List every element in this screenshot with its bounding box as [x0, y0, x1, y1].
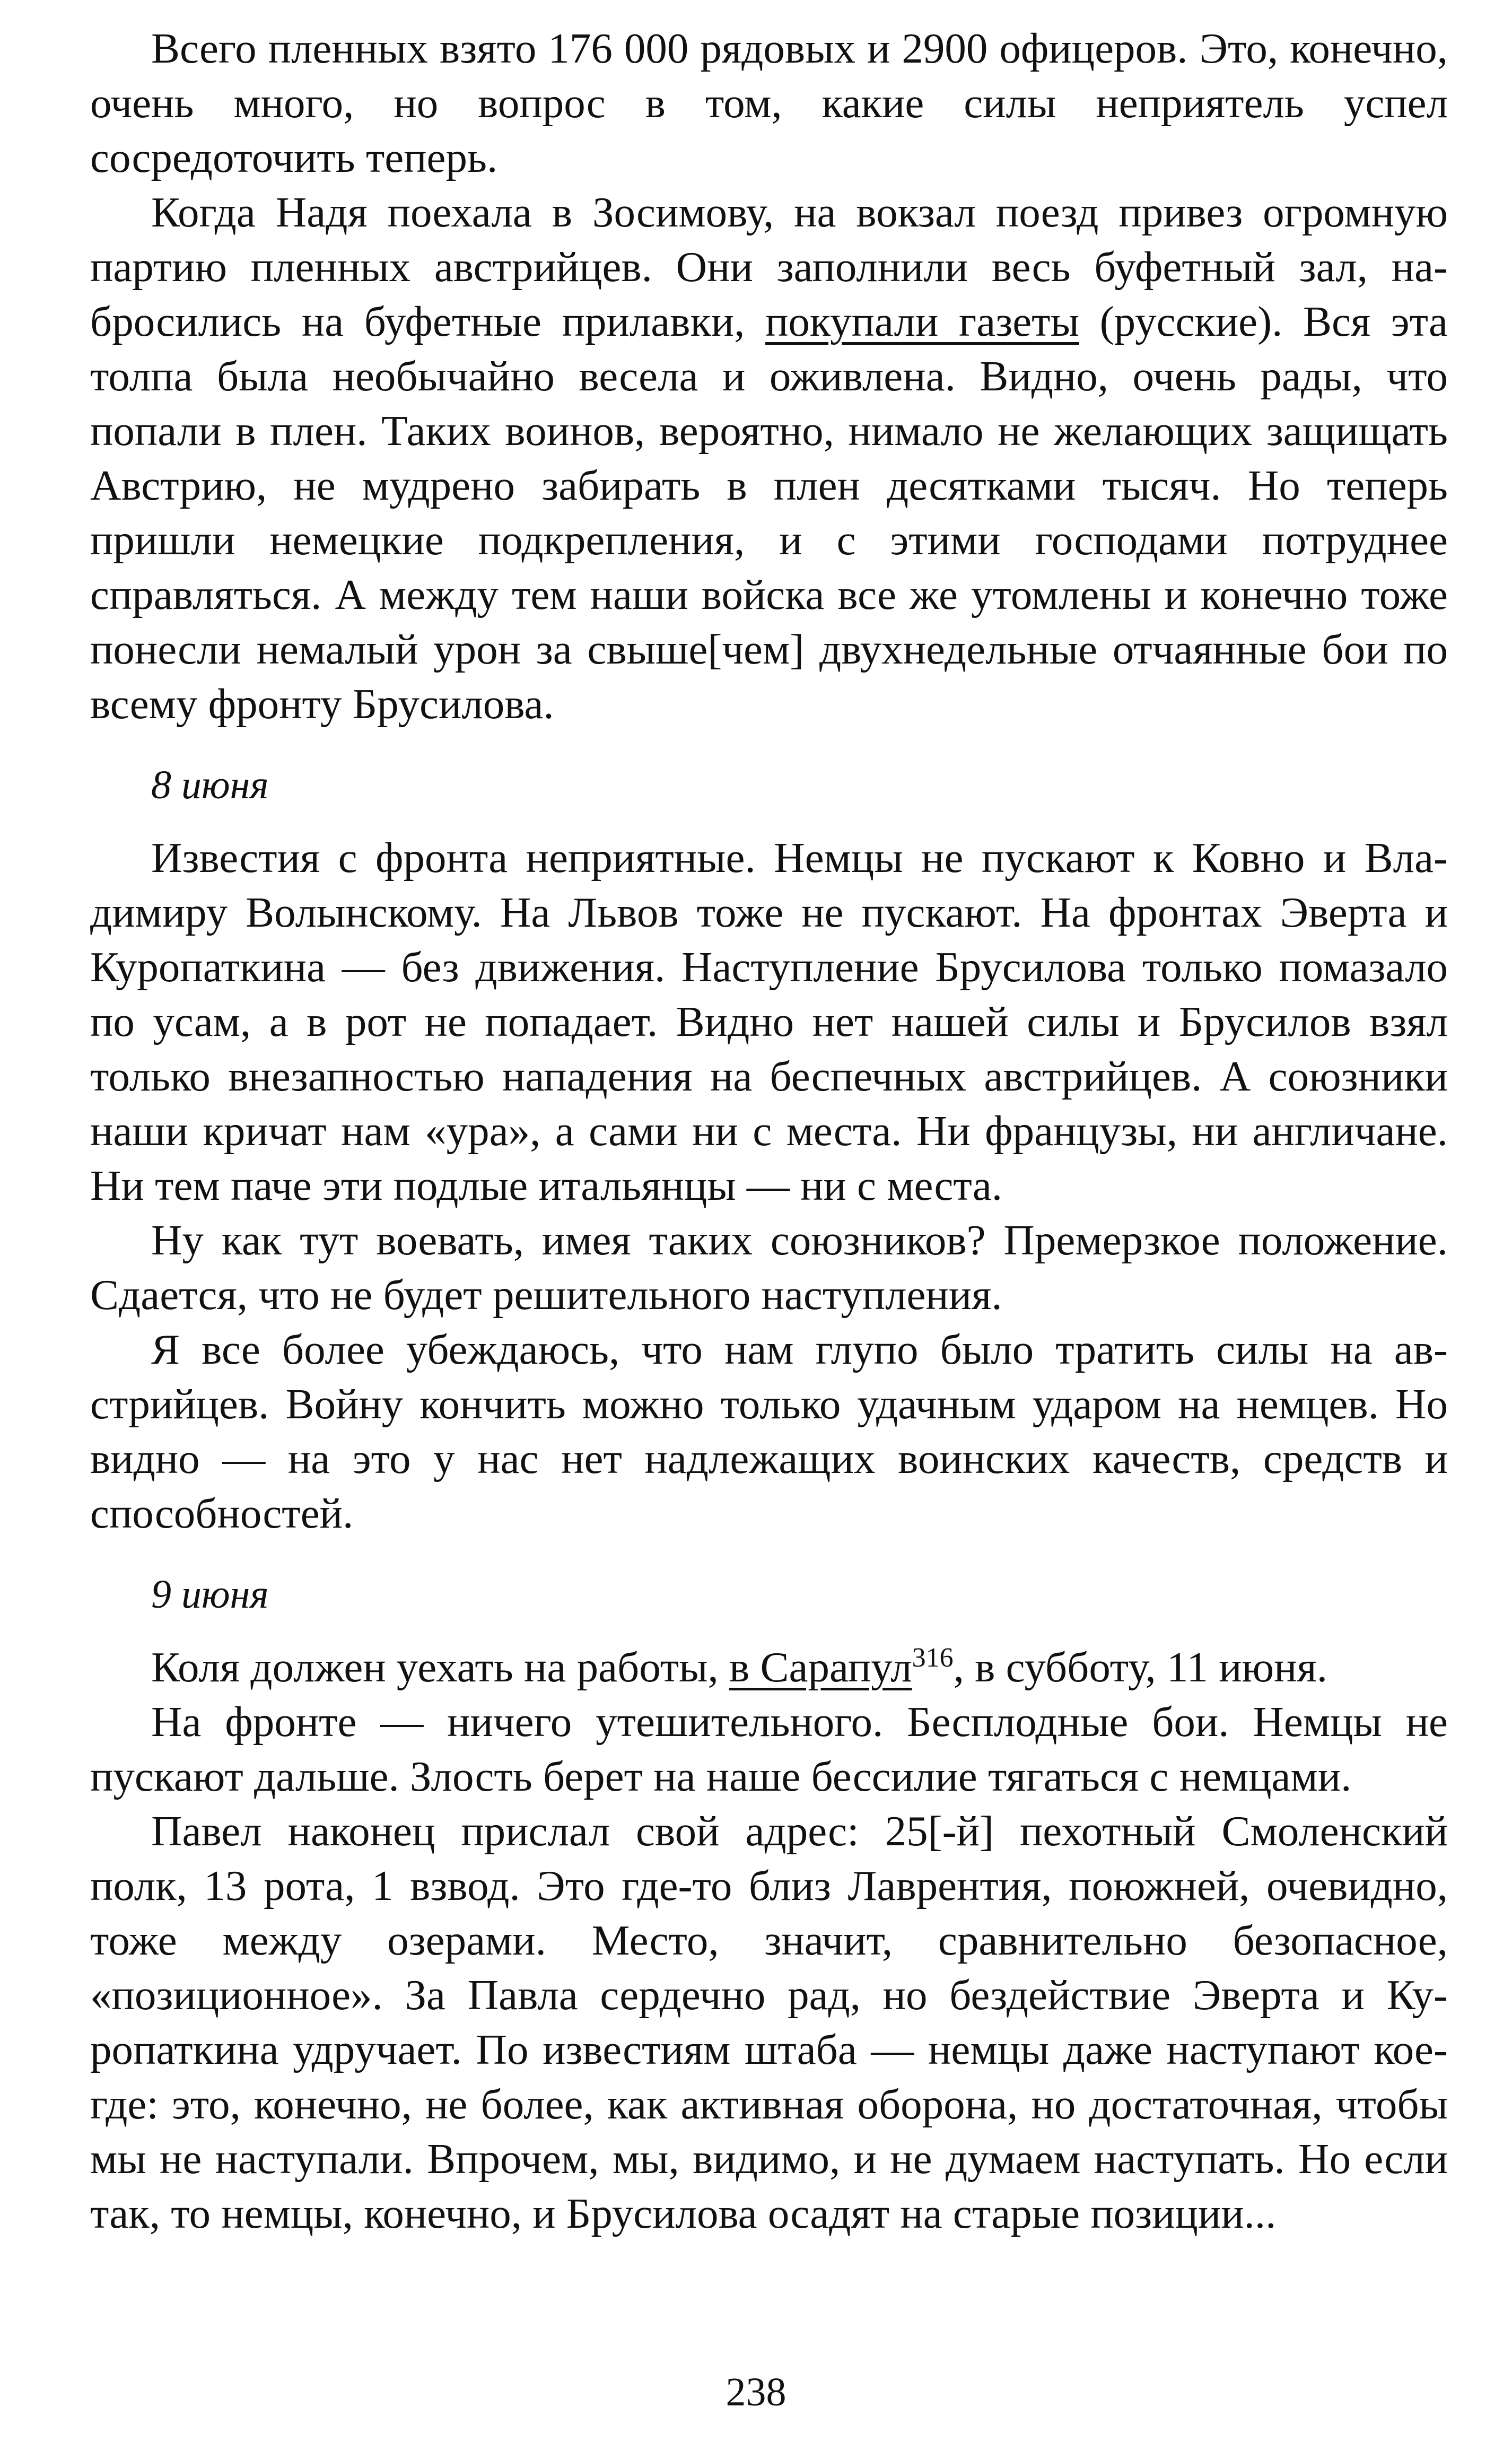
- footnote-marker: 316: [912, 1643, 954, 1673]
- paragraph-prisoners: Всего пленных взято 176 000 рядовых и 2900 офицеров. Это, конечно, очень много, но вопрос в том, какие силы неприятель успел сосредоточить теперь.: [90, 24, 1448, 181]
- paragraph-allies: Ну как тут воевать, имея таких союзников? Премерзкое положение. Сдается, что не будет решительного наступления.: [90, 1216, 1448, 1319]
- diary-date-heading: 8 июня: [151, 763, 269, 807]
- diary-date-heading: 9 июня: [151, 1572, 269, 1617]
- underlined-phrase: покупали газеты: [765, 298, 1079, 345]
- page-number: 238: [726, 2370, 786, 2414]
- underlined-phrase: в Сарапул: [729, 1643, 912, 1691]
- paragraph-front-news: Известия с фронта неприятные. Немцы не пускают к Ковно и Владимиру Волынскому. На Львов тоже не пускают. На фронтах Эверта и Куропаткина — без движения. Наступление Брусилова только помазало по усам, а в рот не попадает. Видно нет нашей силы и Брусилов взял только внезапностью нападения на беспечных австрийцев. А союзники наши кричат нам «ура», а сами ни с места. Ни французы, ни англичане. Ни тем паче эти подлые итальянцы — ни с места.: [90, 834, 1448, 1209]
- paragraph-austrians: Я все более убеждаюсь, что нам глупо было тратить силы на австрийцев. Войну кончить можно только удачным ударом на немцев. Но видно — на это у нас нет надлежащих воинских качеств, средств и способностей.: [90, 1325, 1448, 1537]
- paragraph-zosimova: [90, 185, 1448, 731]
- paragraph-front-nothing: На фронте — ничего утешительного. Бесплодные бои. Немцы не пускают дальше. Злость берет на наше бессилие тягаться с немцами.: [90, 1698, 1448, 1800]
- paragraph-text: Когда Надя поехала в Зосимову, на вокзал поезд привез огромную партию пленных австрийцев. Они заполнили весь буфетный зал, набросились на буфетные прилавки,: [90, 188, 1448, 345]
- paragraph-text: , в субботу, 11 июня.: [953, 1643, 1327, 1691]
- paragraph-text: Коля должен уехать на работы,: [151, 1643, 730, 1691]
- page-body: [90, 21, 1448, 2241]
- paragraph-pavel: Павел наконец прислал свой адрес: 25[-й] пехотный Смоленский полк, 13 рота, 1 взвод. Это где-то близ Лаврентия, поюжней, очевидно, тоже между озерами. Место, значит, сравнительно безопасное, «позиционное». За Павла сердечно рад, но бездействие Эверта и Куропаткина удручает. По известиям штаба — немцы даже наступают кое-где: это, конечно, не более, как активная оборона, но достаточная, чтобы мы не наступали. Впрочем, мы, видимо, и не думаем наступать. Но если так, то немцы, конечно, и Брусилова осадят на старые позиции...: [90, 1807, 1448, 2237]
- paragraph-kolya: [90, 1640, 1448, 1695]
- paragraph-text: (русские). Вся эта толпа была необычайно весела и оживлена. Видно, очень рады, что попали в плен. Таких воинов, вероятно, нимало не желающих защищать Австрию, не мудрено забирать в плен десятками тысяч. Но теперь пришли немецкие подкрепления, и с этими господами потруднее справляться. А между тем наши войска все же утомлены и конечно тоже понесли немалый урон за свыше[чем] двухнедельные отчаянные бои по всему фронту Брусилова.: [90, 298, 1448, 728]
